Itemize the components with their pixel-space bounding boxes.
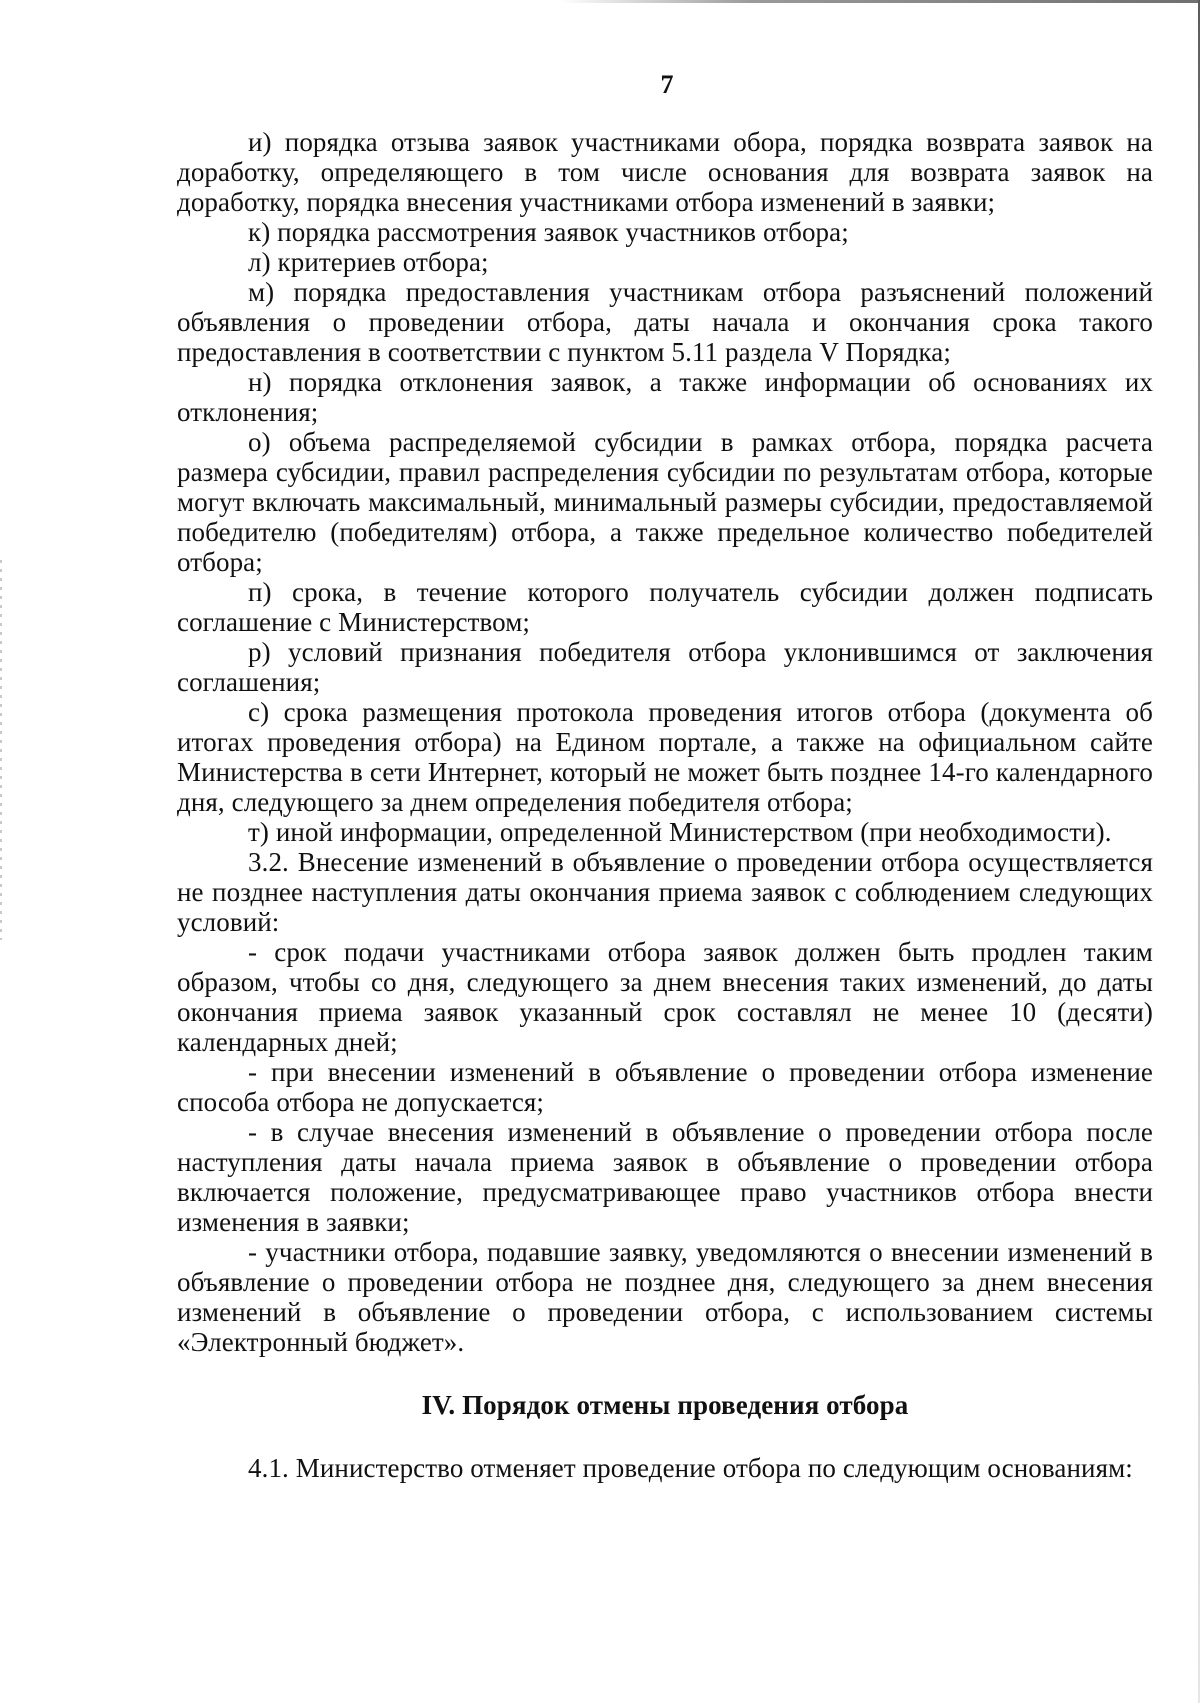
paragraph-condition-4: - участники отбора, подавшие заявку, уведомляются о внесении изменений в объявление о проведении отбора не позднее дня, следующего за днем внесения изменений в объявление о проведении отбора, с использованием системы «Электронный бюджет». [177, 1237, 1153, 1357]
paragraph-item-k: к) порядка рассмотрения заявок участников отбора; [248, 217, 849, 247]
scan-left-margin-marks [0, 560, 2, 940]
scan-top-edge [560, 0, 1200, 3]
paragraph-item-p: п) срока, в течение которого получатель субсидии должен подписать соглашение с Министерством; [177, 577, 1153, 637]
paragraph-condition-3: - в случае внесения изменений в объявление о проведении отбора после наступления даты начала приема заявок в объявление о проведении отбора включается положение, предусматривающее право участников отбора внести изменения в заявки; [177, 1117, 1153, 1237]
paragraph-item-r: р) условий признания победителя отбора уклонившимся от заключения соглашения; [177, 637, 1153, 697]
paragraph-condition-2: - при внесении изменений в объявление о проведении отбора изменение способа отбора не допускается; [177, 1057, 1153, 1117]
paragraph-item-t: т) иной информации, определенной Министерством (при необходимости). [248, 817, 1112, 847]
paragraph-item-n: н) порядка отклонения заявок, а также информации об основаниях их отклонения; [177, 367, 1153, 427]
paragraph-item-l: л) критериев отбора; [248, 247, 489, 277]
paragraph-condition-1: - срок подачи участниками отбора заявок должен быть продлен таким образом, чтобы со дня, следующего за днем внесения таких изменений, до даты окончания приема заявок указанный срок составлял не менее 10 (десяти) календарных дней; [177, 937, 1153, 1057]
paragraph-3-2: 3.2. Внесение изменений в объявление о проведении отбора осуществляется не позднее наступления даты окончания приема заявок с соблюдением следующих условий: [177, 847, 1153, 937]
paragraph-item-s: с) срока размещения протокола проведения итогов отбора (документа об итогах проведения отбора) на Едином портале, а также на официальном сайте Министерства в сети Интернет, который не может быть позднее 14-го календарного дня, следующего за днем определения победителя отбора; [177, 697, 1153, 817]
paragraph-item-o: о) объема распределяемой субсидии в рамках отбора, порядка расчета размера субсидии, правил распределения субсидии по результатам отбора, которые могут включать максимальный, минимальный размеры субсидии, предоставляемой победителю (победителям) отбора, а также предельное количество победителей отбора; [177, 427, 1153, 577]
document-body [177, 127, 1153, 1483]
paragraph-item-m: м) порядка предоставления участникам отбора разъяснений положений объявления о проведении отбора, даты начала и окончания срока такого предоставления в соответствии с пунктом 5.11 раздела V Порядка; [177, 277, 1153, 367]
section-iv-heading: IV. Порядок отмены проведения отбора [421, 1390, 909, 1420]
paragraph-4-1: 4.1. Министерство отменяет проведение отбора по следующим основаниям: [248, 1453, 1133, 1483]
page-number: 7 [660, 70, 674, 99]
paragraph-item-i: и) порядка отзыва заявок участниками обора, порядка возврата заявок на доработку, определяющего в том числе основания для возврата заявок на доработку, порядка внесения участниками отбора изменений в заявки; [177, 127, 1153, 217]
